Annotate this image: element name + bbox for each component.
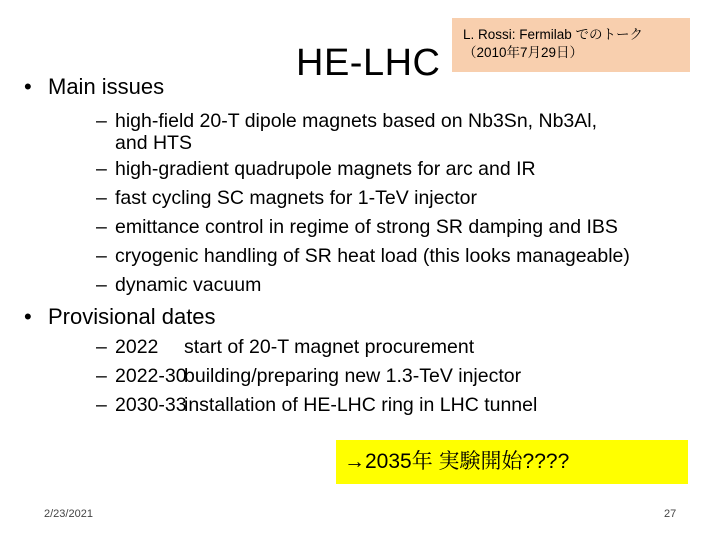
date-year: 2022-30 xyxy=(115,365,187,387)
bullet-provisional-dates xyxy=(24,304,216,330)
date-desc: start of 20-T magnet procurement xyxy=(184,336,475,358)
bullet-heading: Provisional dates xyxy=(48,304,216,329)
date-year: 2022 xyxy=(115,336,159,358)
footer-date: 2/23/2021 xyxy=(44,508,93,520)
list-item-text: high-field 20-T dipole magnets based on Nb3Sn, Nb3Al, xyxy=(115,110,598,132)
dash-icon: – xyxy=(96,365,107,387)
bullet-heading: Main issues xyxy=(48,74,165,99)
dash-icon: – xyxy=(96,274,107,296)
bullet-icon: • xyxy=(24,304,32,329)
dash-icon: – xyxy=(96,394,107,416)
dash-icon: – xyxy=(96,187,107,209)
date-desc: building/preparing new 1.3-TeV injector xyxy=(184,365,522,387)
source-note-line2: （2010年7月29日） xyxy=(463,45,584,60)
date-desc: installation of HE-LHC ring in LHC tunnel xyxy=(184,394,538,416)
dash-icon: – xyxy=(96,110,107,132)
dash-icon: – xyxy=(96,216,107,238)
source-note-line1: L. Rossi: Fermilab でのトーク xyxy=(463,27,644,42)
list-item-text: emittance control in regime of strong SR damping and IBS xyxy=(115,216,618,238)
slide-title: HE-LHC xyxy=(296,42,441,84)
dash-icon: – xyxy=(96,158,107,180)
source-note xyxy=(452,18,690,72)
highlight-box: →2035年 実験開始???? xyxy=(336,440,688,484)
date-year: 2030-33 xyxy=(115,394,187,416)
dash-icon: – xyxy=(96,245,107,267)
list-item-text: dynamic vacuum xyxy=(115,274,262,296)
list-item-text-cont: and HTS xyxy=(115,132,192,154)
bullet-icon: • xyxy=(24,74,32,99)
page-number: 27 xyxy=(664,508,677,520)
list-item-text: high-gradient quadrupole magnets for arc and IR xyxy=(115,158,536,180)
dash-icon: – xyxy=(96,336,107,358)
list-item-text: cryogenic handling of SR heat load (this looks manageable) xyxy=(115,245,630,267)
list-item-text: fast cycling SC magnets for 1-TeV injector xyxy=(115,187,477,209)
bullet-main-issues xyxy=(24,74,164,100)
